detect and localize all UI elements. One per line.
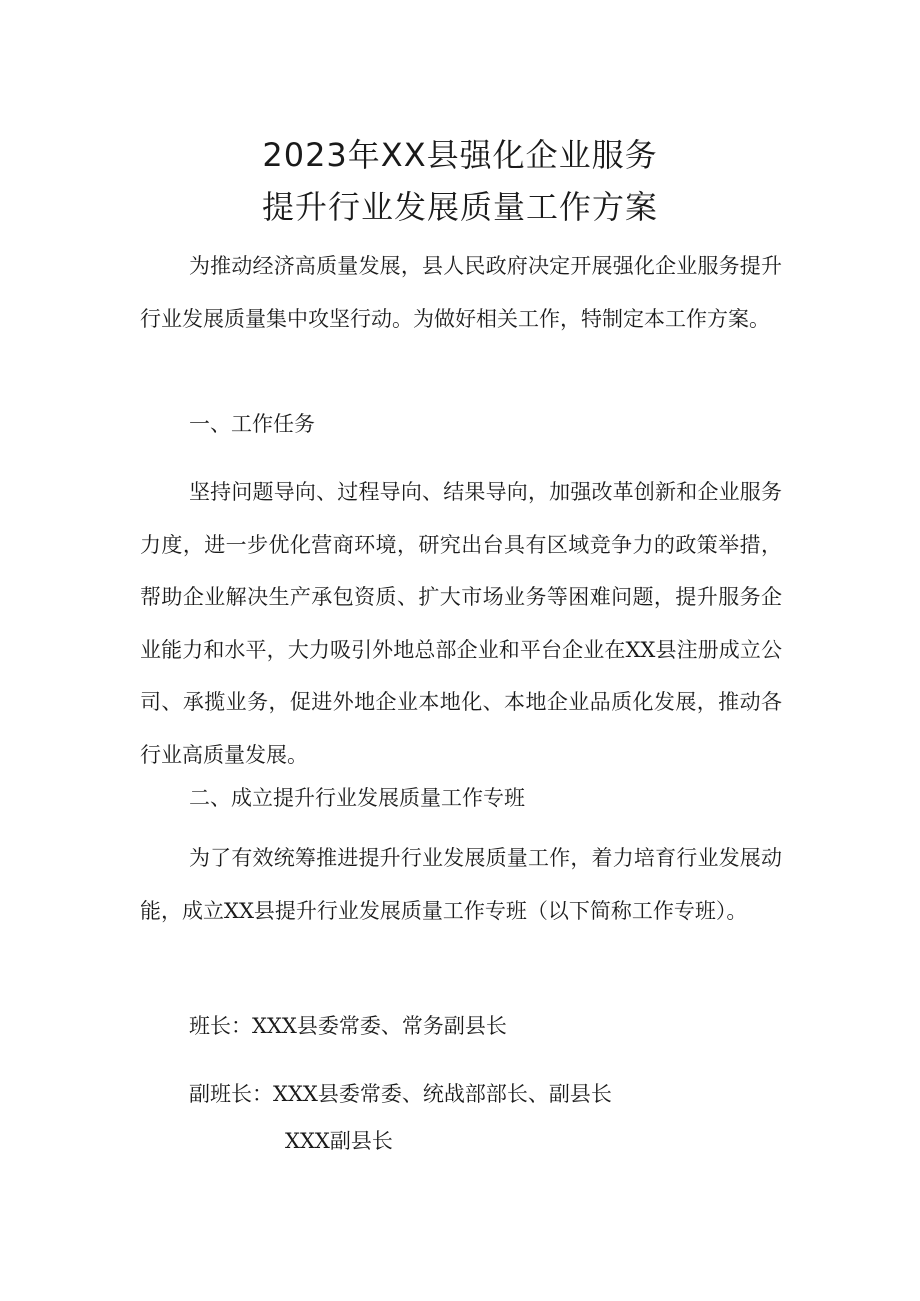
section-1-heading: 一、工作任务 xyxy=(189,412,315,436)
deputy-leader-line: 副班长：XXX县委常委、统战部部长、副县长 xyxy=(189,1082,612,1106)
document-title-line-2: 提升行业发展质量工作方案 xyxy=(261,188,658,226)
document-title-line-1: 2023年XX县强化企业服务 xyxy=(262,136,658,174)
team-leader-line: 班长：XXX县委常委、常务副县长 xyxy=(189,1014,507,1038)
section-2-paragraph: 为了有效统筹推进提升行业发展质量工作，着力培育行业发展动能，成立XX县提升行业发展质量工作专班（以下简称工作专班）。 xyxy=(140,846,782,923)
intro-paragraph: 为推动经济高质量发展，县人民政府决定开展强化企业服务提升行业发展质量集中攻坚行动。为做好相关工作，特制定本工作方案。 xyxy=(140,254,782,331)
section-2-heading: 二、成立提升行业发展质量工作专班 xyxy=(189,786,525,810)
section-1-paragraph: 坚持问题导向、过程导向、结果导向，加强改革创新和企业服务力度，进一步优化营商环境，研究出台具有区域竞争力的政策举措，帮助企业解决生产承包资质、扩大市场业务等困难问题，提升服务企业能力和水平，大力吸引外地总部企业和平台企业在XX县注册成立公司、承揽业务，促进外地企业本地化、本地企业品质化发展，推动各行业高质量发展。 xyxy=(140,480,782,767)
deputy-leader-line-2: XXX副县长 xyxy=(285,1129,393,1153)
